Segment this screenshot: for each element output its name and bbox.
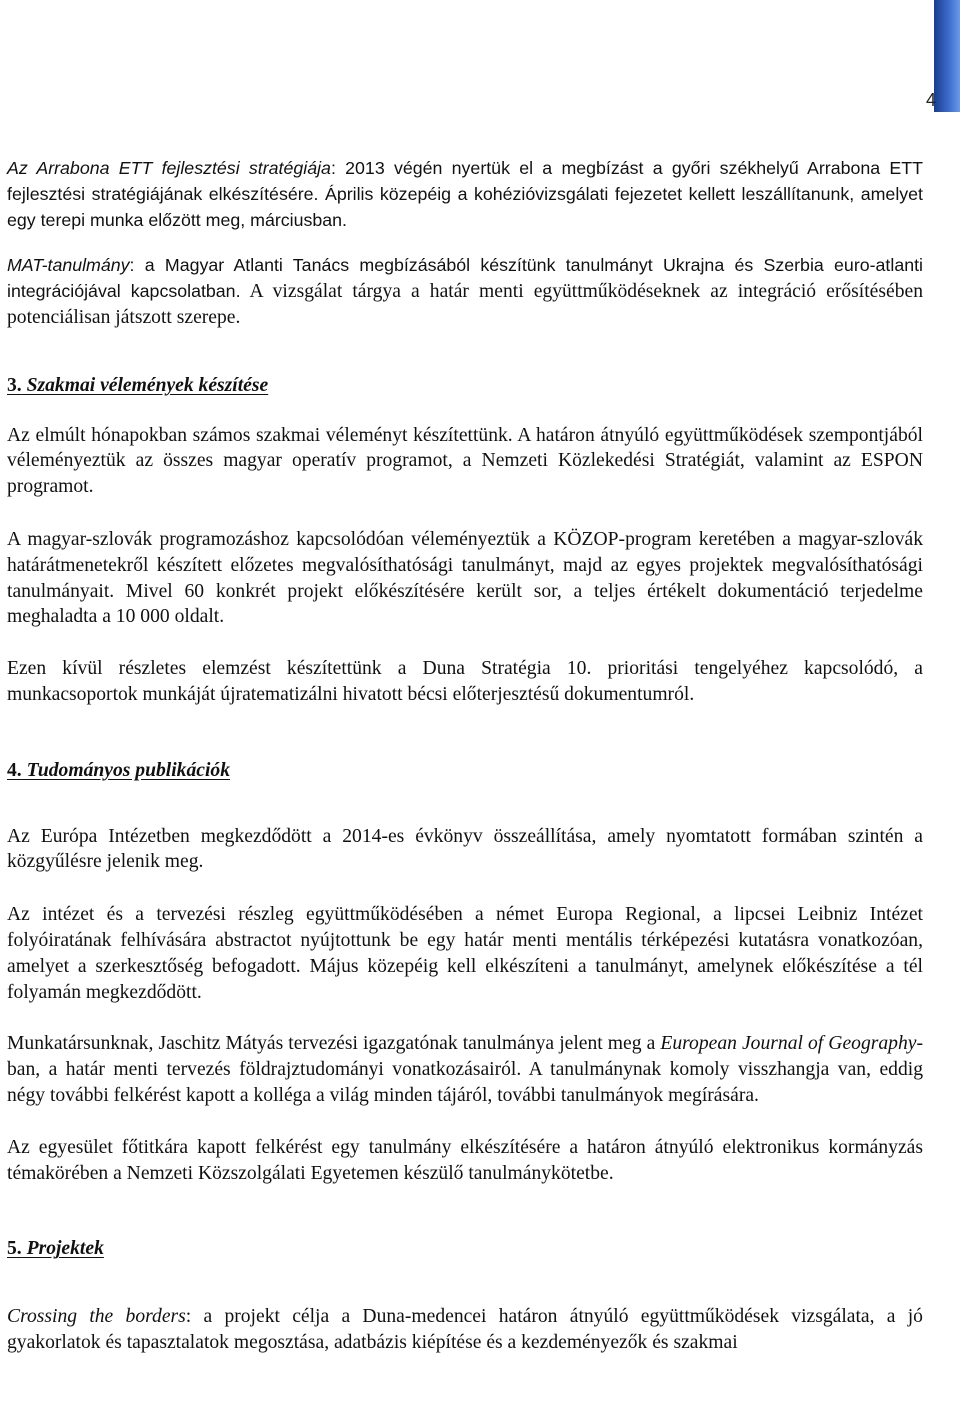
paragraph-label: Az Arrabona ETT fejlesztési stratégiája: [7, 158, 331, 178]
section-heading-4: [7, 758, 923, 784]
section-title: Szakmai vélemények készítése: [21, 374, 269, 396]
paragraph: A magyar-szlovák programozáshoz kapcsolódóan véleményeztük a KÖZOP-program keretében a magyar-szlovák határátmenetekről készített előzetes megvalósíthatósági tanulmányt, majd az egyes projektek megvalósíthatósági tanulmányait. Mivel 60 konkrét projekt előkészítésére került sor, a teljes értékelt dokumentáció terjedelme meghaladta a 10 000 oldalt.: [7, 528, 923, 628]
paragraph-label: Crossing the borders: [7, 1306, 186, 1328]
paragraph-arrabona: [7, 156, 923, 233]
section-heading-5: [7, 1236, 923, 1262]
paragraph-publication: [7, 1031, 923, 1108]
section-number: 5.: [7, 1238, 22, 1260]
paragraph-crossing-borders: [7, 1304, 923, 1356]
paragraph-mat: [7, 253, 923, 330]
paragraph: Az elmúlt hónapokban számos szakmai véleményt készítettünk. A határon átnyúló együttműködések szempontjából véleményeztük az összes magyar operatív programot, a Nemzeti Közlekedési Stratégiát, valamint az ESPON programot.: [7, 424, 923, 498]
section-title: Tudományos publikációk: [21, 759, 230, 781]
paragraph-text: : a projekt célja a Duna-medencei határon átnyúló együttműködések vizsgálata, a jó gyakorlatok és tapasztalatok megosztása, adatbázis kiépítése és a kezdeményezők és szakmai: [7, 1306, 923, 1353]
section-number: 4.: [7, 759, 22, 781]
journal-title: European Journal of Geography: [660, 1033, 917, 1055]
paragraph-text: A vizsgálat tárgya a határ menti együttműködéseknek az integráció erősítésében potenciálisan játszott szerepe.: [7, 281, 923, 328]
section-number: 3.: [7, 374, 22, 396]
paragraph: Ezen kívül részletes elemzést készítettünk a Duna Stratégia 10. prioritási tengelyéhez kapcsolódó, a munkacsoportok munkáját újratematizálni hivatott bécsi előterjesztésű dokumentumról.: [7, 658, 923, 705]
paragraph-text: Munkatársunknak, Jaschitz Mátyás tervezési igazgatónak tanulmánya jelent meg a: [7, 1033, 661, 1055]
page-number: 4: [925, 90, 936, 110]
paragraph-text: -ban, a határ menti tervezés földrajztudományi vonatkozásairól. A tanulmánynak komoly visszhangja van, eddig négy további felkérést kapott a kolléga a világ minden tájáról, további tanulmányok megírására.: [7, 1033, 923, 1106]
paragraph-text: : 2013 végén nyertük el a megbízást a győri székhelyű Arrabona ETT fejlesztési stratégiájának elkészítésére. Április közepéig a kohézióvizsgálati fejezetet kellett leszállítanunk, amelyet egy terepi munka előzött meg, márciusban.: [7, 158, 923, 230]
section-title: Projektek: [21, 1238, 104, 1260]
paragraph: Az Európa Intézetben megkezdődött a 2014-es évkönyv összeállítása, amely nyomtatott formában szintén a közgyűlésre jelenik meg.: [7, 825, 923, 873]
document-body: [7, 156, 923, 1356]
paragraph: Az egyesület főtitkára kapott felkérést egy tanulmány elkészítésére a határon átnyúló elektronikus kormányzás témakörében a Nemzeti Közszolgálati Egyetemen készülő tanulmánykötetbe.: [7, 1136, 923, 1184]
paragraph-label: MAT-tanulmány: [7, 255, 130, 276]
paragraph: Az intézet és a tervezési részleg együttműködésében a német Europa Regional, a lipcsei Leibniz Intézet folyóiratának felhívására abstractot nyújtottunk be egy határ menti mentális térképezési kutatásra vonatkozóan, amelyet a szerkesztőség befogadott. Május közepéig kell elkészíteni a tanulmányt, amelynek előkészítése a tél folyamán megkezdődött.: [7, 904, 923, 1003]
decorative-side-bar: [934, 0, 960, 112]
paragraph-text: : a Magyar Atlanti Tanács megbízásából készítünk tanulmányt Ukrajna és Szerbia euro-atlanti integrációjával kapcsolatban.: [7, 255, 923, 302]
section-heading-3: [7, 373, 923, 399]
